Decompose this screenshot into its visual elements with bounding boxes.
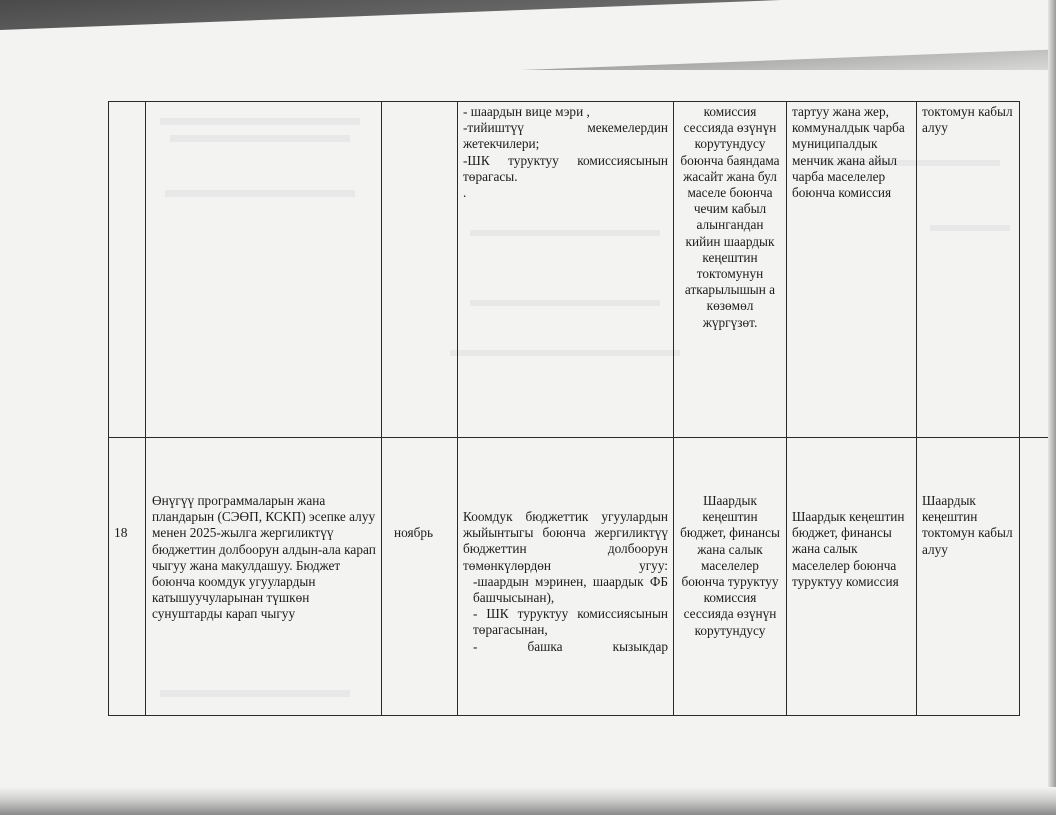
event-cell: Өнүгүү программаларын жана пландарын (СЭӨП, КСКП) эсепке алуу менен 2025-жылга жергиликтүү бюджеттин долбоорун алдын-ала карап чыгуу жана макулдашуу. Бюджет боюнча коомдук угуулардын катышуучуларынан түшкөн сунуштарды карап чыгуу [152, 493, 376, 622]
participants-intro: Коомдук бюджеттик угуулардын жыйынтыгы боюнча жергиликтүү бюджеттин долбоорун төмөнкүлөрдөн угуу: [463, 509, 668, 573]
participant-line: - ШК туруктуу комиссиясынын төрагасынан, [473, 606, 668, 638]
participant-line: - шаардын вице мэри , [463, 104, 590, 119]
row-number: 18 [114, 525, 128, 540]
responsible-cell: тартуу жана жер, коммуналдык чарба муниципалдык менчик жана айыл чарба маселелер боюнча комиссия [792, 104, 905, 201]
participants-cell [463, 104, 668, 201]
result-cell: Шаардык кеңештин токтомун кабыл алуу [922, 493, 1013, 557]
scan-shadow-right [1048, 0, 1056, 815]
bleed-through-mark [470, 230, 660, 236]
participant-line: - башка кызыкдар [473, 638, 668, 654]
bleed-through-mark [165, 190, 355, 197]
bleed-through-mark [160, 690, 350, 697]
participant-line: . [463, 185, 467, 201]
responsible-cell: Шаардык кеңештин бюджет, финансы жана салык маселелер боюнча туруктуу комиссия [792, 509, 905, 589]
executor-cell: комиссия сессияда өзүнүн корутундусу боюнча баяндама жасайт жана бул маселе боюнча чечим кабыл алынгандан кийин шаардык кеңештин токтомунун аткарылышын а көзөмөл жүргүзөт. [680, 104, 780, 330]
result-cell: токтомун кабыл алуу [922, 104, 1013, 136]
participant-line: -ШК туруктуу комиссиясынын төрагасы. [463, 152, 668, 184]
executor-cell: Шаардык кеңештин бюджет, финансы жана салык маселелер боюнча туруктуу комиссия сессияда өзүнүн корутундусу [680, 493, 780, 638]
term-cell: ноябрь [394, 525, 434, 540]
participant-line: -тийиштүү мекемелердин жетекчилери; [463, 120, 668, 152]
participants-cell [463, 509, 668, 655]
bleed-through-mark [450, 350, 680, 356]
scan-shadow-bottom [0, 787, 1056, 815]
participant-line: -шаардын мэринен, шаардык ФБ башчысынан), [473, 573, 668, 606]
bleed-through-mark [160, 118, 360, 125]
bleed-through-mark [930, 225, 1010, 231]
bleed-through-mark [470, 300, 660, 306]
bleed-through-mark [170, 135, 350, 142]
